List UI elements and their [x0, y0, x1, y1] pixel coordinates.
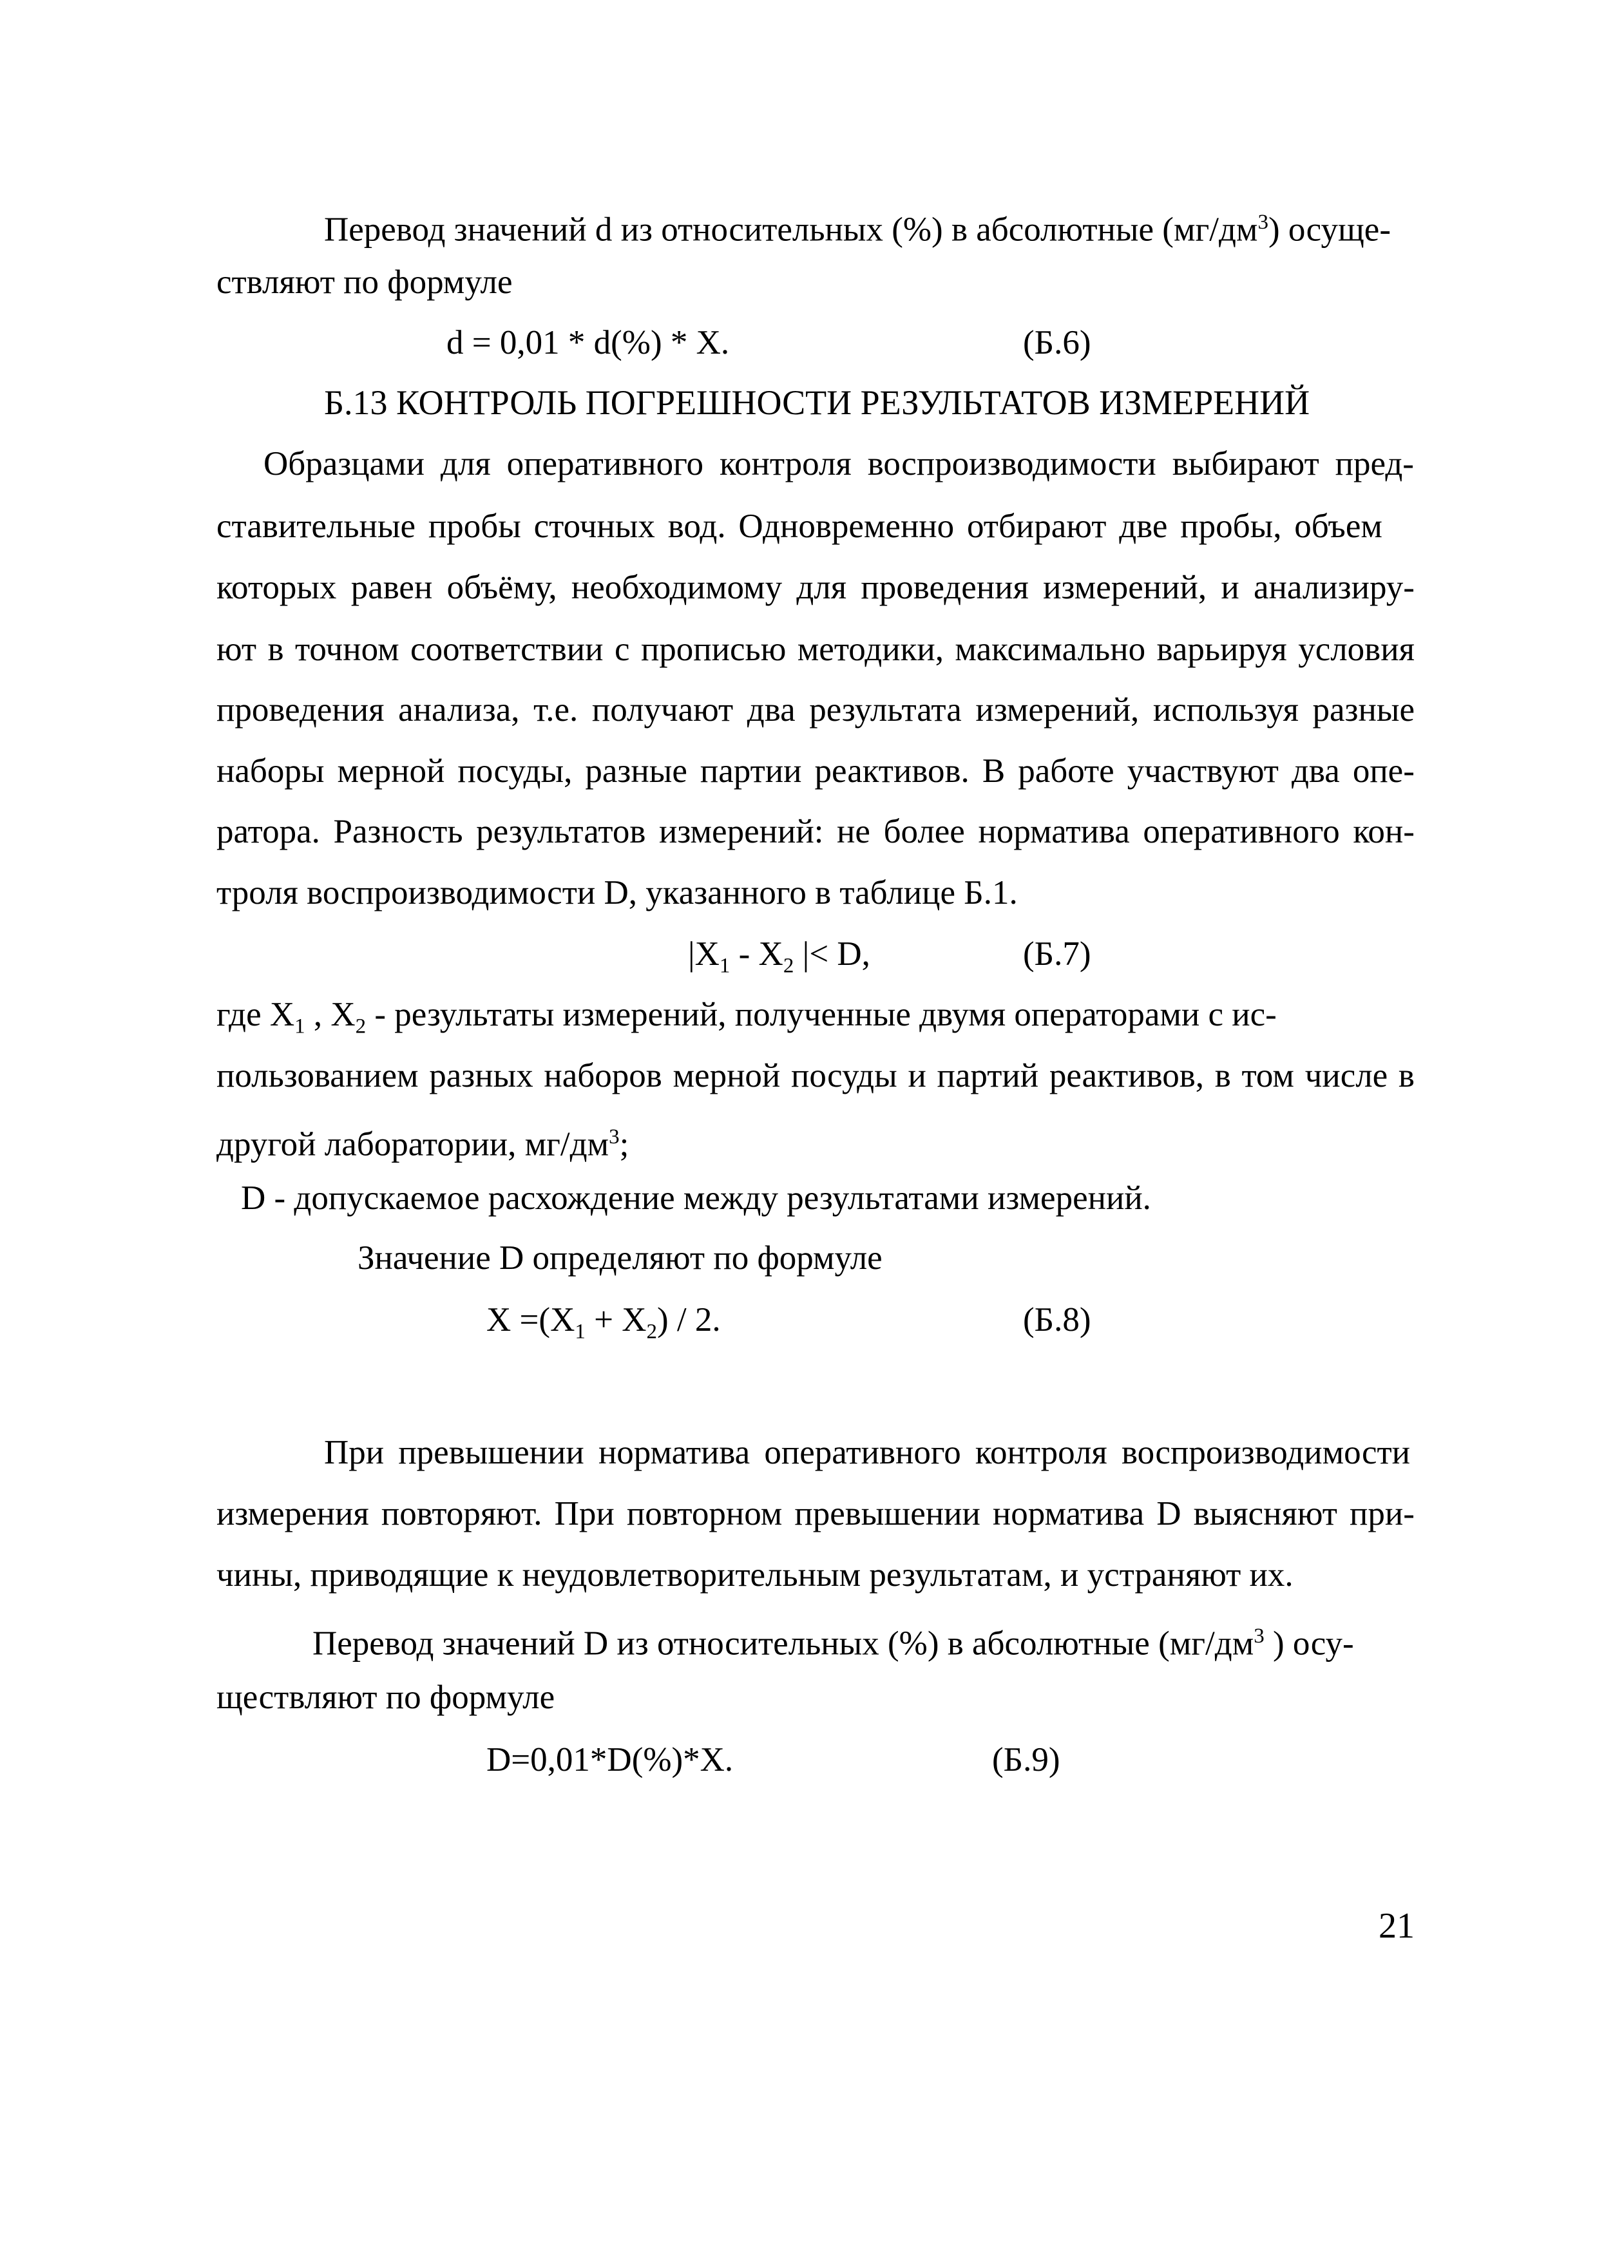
para4-line2: ществляют по формуле — [216, 1679, 555, 1716]
word: повторяют. — [381, 1495, 542, 1532]
para2-line2 — [216, 506, 1382, 547]
word: с — [614, 631, 630, 668]
word: Разность — [333, 813, 463, 850]
word: разные — [1312, 691, 1415, 729]
word: измерений: — [658, 813, 824, 850]
word: измерения — [216, 1495, 369, 1532]
word: посуды — [791, 1057, 897, 1094]
para2-line7 — [216, 811, 1415, 852]
word: анализа, — [398, 691, 520, 729]
word: равен — [350, 569, 433, 606]
para2-line8: троля воспроизводимости D, указанного в таблице Б.1. — [216, 874, 1018, 911]
word: отбирают — [967, 508, 1107, 545]
word: варьируя — [1156, 631, 1287, 668]
word: для — [796, 569, 847, 606]
word: разные — [585, 752, 687, 790]
word: т.е. — [533, 691, 578, 729]
word: сточных — [533, 508, 655, 545]
word: мерной — [337, 752, 445, 790]
word: воспроизводимости — [1121, 1434, 1410, 1471]
word: результатов — [476, 813, 646, 850]
para2-line5 — [216, 689, 1415, 730]
word: контроля — [975, 1434, 1107, 1471]
word: точном — [294, 631, 399, 668]
para2-line1 — [263, 443, 1414, 484]
word: пользованием — [216, 1057, 419, 1094]
word: В — [982, 752, 1006, 790]
para3-line1 — [324, 1432, 1410, 1473]
word: работе — [1018, 752, 1114, 790]
word: объем — [1294, 508, 1382, 545]
word: При — [554, 1495, 615, 1532]
formula-b7-label: (Б.7) — [1023, 935, 1091, 973]
word: том — [1241, 1057, 1294, 1094]
word: две — [1119, 508, 1168, 545]
word: условия — [1298, 631, 1415, 668]
word: контроля — [719, 445, 852, 482]
word: партий — [937, 1057, 1039, 1094]
word: участвуют — [1127, 752, 1279, 790]
word: результата — [809, 691, 962, 729]
word: для — [440, 445, 491, 482]
where-line1: где $X_1$ , $X_2$ - результаты измерений, полученные двумя операторами с ис- — [216, 996, 1277, 1038]
word: повторном — [626, 1495, 783, 1532]
word: ратора. — [216, 813, 320, 850]
word: соответствии — [410, 631, 604, 668]
para1-line2: ствляют по формуле — [216, 263, 513, 301]
word: в — [267, 631, 284, 668]
formula-b8: $X =(X_1 + X_2) / 2$. — [486, 1301, 721, 1344]
word: проведения — [216, 691, 385, 729]
word: D — [1156, 1495, 1181, 1532]
word: измерений, — [1043, 569, 1207, 606]
word: Образцами — [263, 445, 425, 482]
page-number: 21 — [1379, 1906, 1415, 1946]
word: два — [1291, 752, 1340, 790]
word: пробы, — [1180, 508, 1282, 545]
where-line3: другой лаборатории, $мг/дм^3$; — [216, 1125, 629, 1163]
word: реактивов. — [814, 752, 970, 790]
word: в — [1214, 1057, 1231, 1094]
word: прописью — [640, 631, 787, 668]
word: пред- — [1335, 445, 1414, 482]
formula-b9: D=0,01*D(%)*X. — [486, 1741, 734, 1778]
word: ют — [216, 631, 257, 668]
word: более — [883, 813, 965, 850]
word: норматива — [598, 1434, 750, 1471]
word: опе- — [1352, 752, 1415, 790]
word: реактивов, — [1049, 1057, 1205, 1094]
word: вод. — [667, 508, 726, 545]
word: которых — [216, 569, 337, 606]
word: норматива — [978, 813, 1130, 850]
formula-b7: $|X_1 - X_2$ |< D, — [688, 935, 870, 978]
para2-line4 — [216, 629, 1415, 670]
d-definition: D - допускаемое расхождение между результатами измерений. — [241, 1179, 1151, 1217]
word: числе — [1304, 1057, 1388, 1094]
word: необходимому — [571, 569, 783, 606]
word: методики, — [797, 631, 944, 668]
word: и — [908, 1057, 926, 1094]
word: используя — [1152, 691, 1299, 729]
word: пробы — [428, 508, 521, 545]
word: не — [837, 813, 870, 850]
word: выясняют — [1193, 1495, 1337, 1532]
formula-b6: d = 0,01 * d(%) * X. — [446, 324, 730, 361]
word: оперативного — [506, 445, 704, 482]
word: норматива — [992, 1495, 1145, 1532]
para2-line6 — [216, 750, 1415, 792]
word: выбирают — [1172, 445, 1319, 482]
formula-b8-label: (Б.8) — [1023, 1301, 1091, 1339]
word: проведения — [861, 569, 1029, 606]
word: кон- — [1353, 813, 1415, 850]
word: получают — [591, 691, 734, 729]
word: в — [1398, 1057, 1415, 1094]
word: максимально — [955, 631, 1146, 668]
formula-b6-label: (Б.6) — [1023, 324, 1091, 361]
word: оперативного — [1143, 813, 1340, 850]
word: разных — [429, 1057, 533, 1094]
para3-line2 — [216, 1493, 1415, 1534]
word: воспроизводимости — [867, 445, 1156, 482]
para1-line1: Перевод значений d из относительных (%) в абсолютные $(мг/дм^3)$ осуще- — [324, 211, 1391, 249]
word: превышении — [398, 1434, 584, 1471]
word: При — [324, 1434, 385, 1471]
word: и — [1221, 569, 1239, 606]
word: наборов — [544, 1057, 662, 1094]
section-title: Б.13 КОНТРОЛЬ ПОГРЕШНОСТИ РЕЗУЛЬТАТОВ ИЗМЕРЕНИЙ — [324, 383, 1310, 422]
word: измерений, — [975, 691, 1140, 729]
para4-line1: Перевод значений D из относительных (%) в абсолютные ($мг/дм^3$ ) осу- — [312, 1625, 1354, 1663]
para2-line3 — [216, 567, 1415, 608]
word: анализиру- — [1253, 569, 1415, 606]
word: объёму, — [446, 569, 557, 606]
where-line2 — [216, 1055, 1415, 1096]
d-value-text: Значение D определяют по формуле — [358, 1239, 883, 1277]
word: при- — [1350, 1495, 1415, 1532]
word: Одновременно — [738, 508, 955, 545]
para3-line3: чины, приводящие к неудовлетворительным результатам, и устраняют их. — [216, 1556, 1294, 1594]
word: оперативного — [764, 1434, 961, 1471]
word: партии — [700, 752, 802, 790]
word: посуды, — [457, 752, 573, 790]
word: ставительные — [216, 508, 416, 545]
word: превышении — [794, 1495, 980, 1532]
word: два — [747, 691, 796, 729]
formula-b9-label: (Б.9) — [992, 1741, 1060, 1778]
word: мерной — [673, 1057, 781, 1094]
word: наборы — [216, 752, 325, 790]
